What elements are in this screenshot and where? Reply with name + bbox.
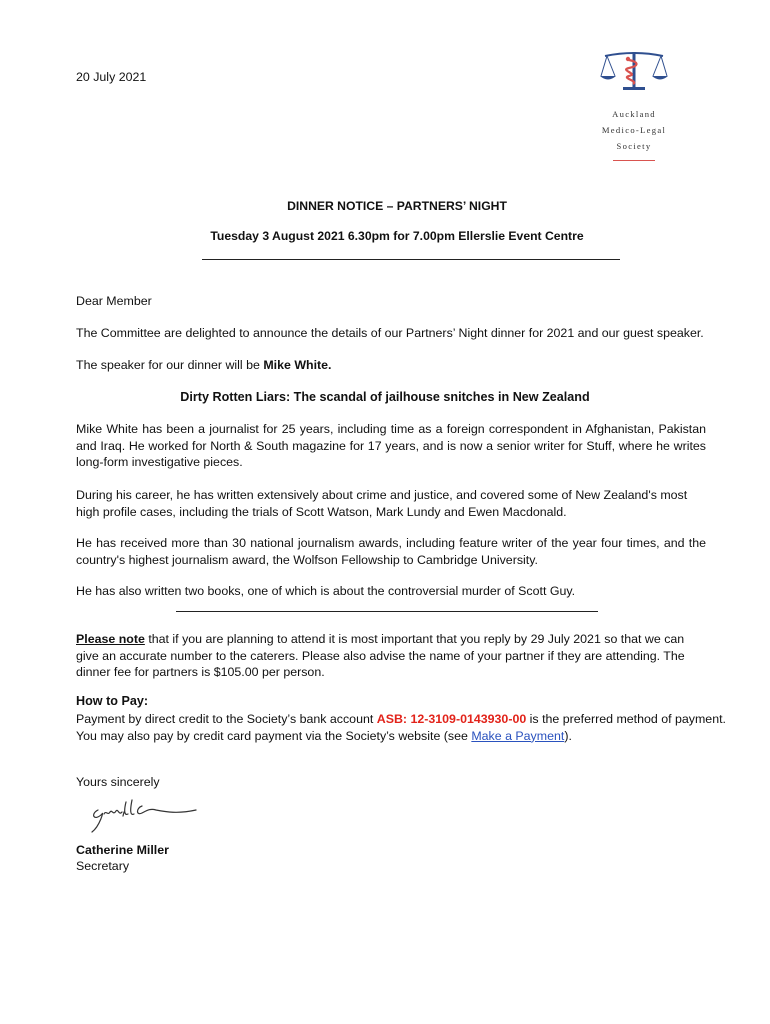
speaker-name: Mike White.	[263, 358, 332, 372]
society-logo	[594, 48, 674, 161]
signatory-name: Catherine Miller	[76, 843, 169, 857]
signature	[86, 796, 206, 836]
bio-paragraph-2: During his career, he has written extensively about crime and justice, and covered some of New Zealand's most high profile cases, including the trials of Scott Watson, Mark Lundy and Ewen Macdonald.	[76, 488, 688, 519]
intro-paragraph: The Committee are delighted to announce the details of our Partners’ Night dinner for 2021 and our guest speaker.	[76, 326, 704, 340]
payment-line-2	[76, 728, 736, 745]
speaker-prefix: The speaker for our dinner will be	[76, 358, 264, 372]
scales-of-justice-icon	[599, 48, 669, 94]
speaker-paragraph	[76, 357, 706, 374]
payment-line-1	[76, 711, 736, 728]
society-name	[594, 106, 674, 154]
notice-title: DINNER NOTICE – PARTNERS’ NIGHT	[287, 199, 507, 213]
divider-top	[202, 259, 620, 260]
bio-paragraph-4: He has also written two books, one of which is about the controversial murder of Scott Guy.	[76, 584, 576, 598]
payment-line-2-suffix: ).	[564, 728, 572, 743]
note-lead: Please note	[76, 632, 145, 646]
letter-date: 20 July 2021	[76, 70, 147, 84]
bio-paragraph-3: He has received more than 30 national journalism awards, including feature writer of the year four times, and the country's highest journalism award, the Wolfson Fellowship to Cambridge University.	[76, 536, 706, 567]
talk-title: Dirty Rotten Liars: The scandal of jailhouse snitches in New Zealand	[180, 390, 590, 404]
event-details: Tuesday 3 August 2021 6.30pm for 7.00pm Ellerslie Event Centre	[210, 229, 584, 243]
closing: Yours sincerely	[76, 775, 160, 789]
payment-line-1-prefix: Payment by direct credit to the Society’s bank account	[76, 712, 377, 726]
bank-account: ASB: 12-3109-0143930-00	[376, 712, 527, 726]
payment-line-1-suffix: is the preferred method of payment.	[526, 712, 726, 726]
make-a-payment-link[interactable]: Make a Payment	[471, 728, 565, 743]
salutation: Dear Member	[76, 294, 152, 308]
logo-line-1: Auckland	[612, 109, 656, 119]
payment-line-2-prefix: You may also pay by credit card payment via the Society’s website (see	[76, 728, 472, 743]
divider-bottom	[176, 611, 598, 612]
signatory-role: Secretary	[76, 859, 130, 873]
logo-line-2: Medico-Legal	[601, 125, 667, 135]
logo-line-3: Society	[616, 141, 652, 151]
payment-details	[76, 711, 736, 744]
how-to-pay-heading: How to Pay:	[76, 694, 149, 708]
note-paragraph	[76, 631, 706, 681]
logo-underline	[613, 160, 655, 161]
bio-paragraph-1: Mike White has been a journalist for 25 years, including time as a foreign correspondent in Afghanistan, Pakistan and Iraq. He worked for North & South magazine for 17 years, and is now a senior writer for Stuff, where he writes long-form investigative pieces.	[76, 422, 706, 470]
note-text: that if you are planning to attend it is most important that you reply by 29 July 2021 so that we can give an accurate number to the caterers. Please also advise the name of your partner if they are attending. The dinner fee for partners is $105.00 per person.	[76, 632, 685, 680]
